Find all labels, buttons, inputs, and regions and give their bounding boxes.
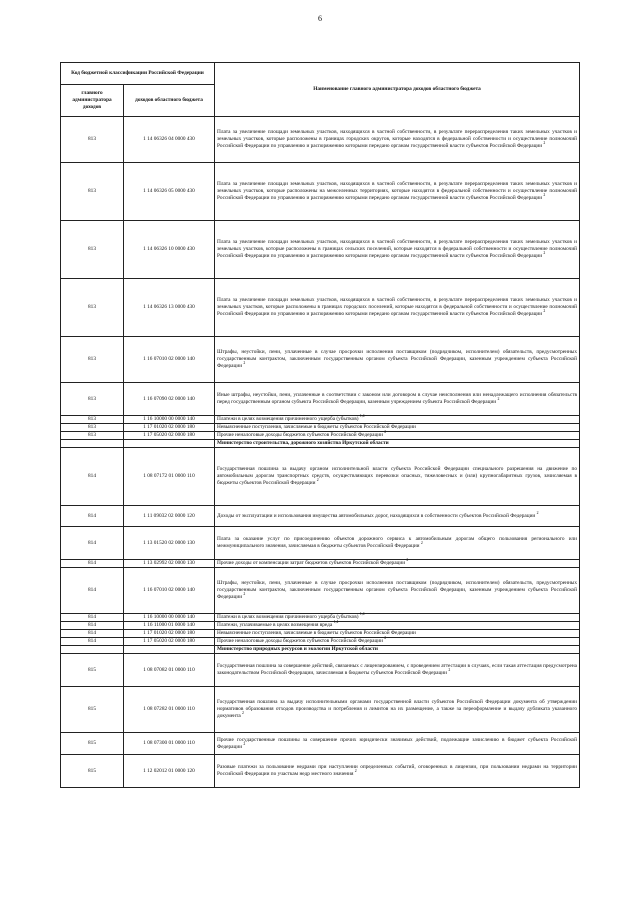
income-code-cell: 1 16 10000 00 0000 140 (124, 416, 215, 424)
admin-code-cell: 814 (61, 506, 124, 527)
admin-code-cell: 814 (61, 560, 124, 568)
income-name-text: Государственная пошлина за выдачу органом исполнительной власти субъекта Российской Федерации специального разрешения на движение по автомобильным дорогам транспортных средств, осуществляющих перевозки опасных, тяжеловесных и (или) крупногабаритных грузов, зачисляемая в бюджеты субъектов Российской Федерации (217, 466, 578, 486)
income-code-cell: 1 08 07172 01 0000 110 (124, 448, 215, 506)
income-code-cell: 1 16 07090 02 0000 140 (124, 383, 215, 416)
income-name-cell (215, 654, 580, 687)
table-row (61, 383, 580, 416)
income-name-text: Штрафы, неустойки, пени, уплаченные в случае просрочки исполнения поставщиком (подрядчиком, исполнителем) обязательств, предусмотренных государственным контрактом, заключенным государственным органом субъекта Российской Федерации, казенным учреждением субъекта Российской Федерации (217, 580, 578, 600)
income-name-cell (215, 221, 580, 279)
income-code-cell: 1 13 02992 02 0000 130 (124, 560, 215, 568)
admin-code-cell: 814 (61, 568, 124, 614)
admin-code-cell: 815 (61, 654, 124, 687)
table-row (61, 506, 580, 527)
footnote-marker: 2 (243, 741, 246, 746)
income-name-text: Прочие государственные пошлины за совершение прочих юридически значимых действий, подлежащие зачислению в бюджет субъекта Российской Федерации (217, 736, 578, 750)
footnote-marker: 2 (316, 478, 319, 483)
table-row (61, 687, 580, 733)
admin-code-cell: 813 (61, 337, 124, 383)
header-admin-code: главного администратора доходов (61, 85, 124, 117)
income-name-cell (215, 448, 580, 506)
footnote-marker: 2 (543, 141, 546, 146)
empty-cell (61, 646, 124, 654)
income-name-text: Прочие доходы от компенсации затрат бюджетов субъектов Российской Федерации (217, 560, 406, 567)
admin-code-cell: 814 (61, 448, 124, 506)
income-name-cell (215, 630, 580, 641)
footnote-marker: 2 (384, 430, 387, 435)
income-name-text: Плата за увеличение площади земельных участков, находящихся в частной собственности, в результате перераспределения таких земельных участков и земельных участков, которые расположены на межселенных территориях, которые находятся в федеральной собственности и осуществление полномочий Российской Федерации по управлению и распоряжению которыми передано органам государственной власти субъектов Российской Федерации (217, 181, 578, 201)
table-row (61, 337, 580, 383)
income-name-text: Штрафы, неустойки, пени, уплаченные в случае просрочки исполнения поставщиком (подрядчиком, исполнителем) обязательств, предусмотренных государственным контрактом, заключенным государственным органом субъекта Российской Федерации, казенным учреждением субъекта Российской Федерации (217, 349, 578, 369)
footnote-marker: 2 (406, 558, 409, 563)
income-name-cell (215, 755, 580, 788)
income-code-cell: 1 16 07010 02 0000 140 (124, 337, 215, 383)
income-name-text: Невыясненные поступления, зачисляемые в бюджеты субъектов Российской Федерации (217, 424, 416, 431)
table-body (61, 117, 580, 788)
table-row (61, 630, 580, 638)
table-row (61, 560, 580, 568)
admin-code-cell: 813 (61, 416, 124, 424)
budget-classification-table (60, 62, 580, 788)
admin-code-cell: 814 (61, 527, 124, 560)
income-name-text: Платежи в целях возмещения причиненного ущерба (убытков) (217, 614, 359, 621)
income-name-text: Разовые платежи за пользование недрами при наступлении определенных событий, оговоренных в лицензии, при пользовании недрами на территории Российской Федерации по участкам недр местного значения (217, 764, 578, 777)
income-code-cell: 1 16 11000 01 0000 140 (124, 622, 215, 630)
income-name-cell (215, 612, 580, 625)
table-row (61, 221, 580, 279)
section-title: Министерство строительства, дорожного хозяйства Иркутской области (215, 440, 580, 448)
income-name-cell (215, 416, 580, 424)
table-row (61, 279, 580, 337)
income-name-text: Государственная пошлина за совершение действий, связанных с лицензированием, с проведением аттестации в случаях, если такая аттестация предусмотрена законодательством Российской Федерации, зачисляемая в бюджеты субъектов Российской Федерации (217, 663, 578, 676)
income-name-cell (215, 733, 580, 755)
income-code-cell: 1 11 09032 02 0000 120 (124, 506, 215, 527)
income-code-cell: 1 08 07282 01 0000 110 (124, 687, 215, 733)
admin-code-cell: 814 (61, 630, 124, 638)
admin-code-cell: 813 (61, 163, 124, 221)
admin-code-cell: 813 (61, 221, 124, 279)
footnote-marker: 2 (543, 309, 546, 314)
income-code-cell: 1 14 06326 10 0000 430 (124, 221, 215, 279)
footnote-marker: 1,4 (359, 414, 365, 419)
income-code-cell: 1 17 01020 02 0000 180 (124, 424, 215, 432)
income-name-cell (215, 432, 580, 440)
empty-cell (61, 440, 124, 448)
income-name-cell (215, 279, 580, 337)
income-code-cell: 1 16 10000 00 0000 140 (124, 614, 215, 622)
admin-code-cell: 813 (61, 383, 124, 416)
section-row (61, 646, 580, 654)
admin-code-cell: 813 (61, 432, 124, 440)
income-code-cell: 1 17 05020 02 0000 180 (124, 432, 215, 440)
footnote-marker: 2 (543, 251, 546, 256)
income-name-text: Доходы от эксплуатации и использования имущества автомобильных дорог, находящихся в собственности субъектов Российской Федерации (217, 512, 536, 519)
income-name-cell (215, 117, 580, 163)
income-name-text: Иные штрафы, неустойки, пени, уплаченные в соответствии с законом или договором в случае неисполнения или ненадлежащего исполнения обязательств перед государственным органом субъекта Российской Федерации, казенным учреждением субъекта Российской Федерации (217, 392, 578, 405)
income-name-cell (215, 527, 580, 563)
income-code-cell: 1 17 01020 02 0000 180 (124, 630, 215, 638)
table-row (61, 416, 580, 424)
income-code-cell: 1 13 01520 02 0000 130 (124, 527, 215, 560)
table-row (61, 163, 580, 221)
admin-code-cell: 813 (61, 117, 124, 163)
footnote-marker: 2 (384, 636, 387, 641)
footnote-marker: 1,4 (359, 612, 365, 617)
footnote-marker: 2 (448, 668, 451, 673)
income-code-cell: 1 12 02012 01 0000 120 (124, 755, 215, 788)
income-name-text: Платежи, уплачиваемые в целях возмещения вреда (217, 622, 333, 629)
table-row (61, 622, 580, 630)
income-code-cell: 1 16 07010 02 0000 140 (124, 568, 215, 614)
admin-code-cell: 815 (61, 733, 124, 755)
footnote-marker: 2 (497, 397, 500, 402)
page-number: 6 (318, 14, 322, 23)
section-row (61, 440, 580, 448)
table-row (61, 733, 580, 755)
table-row (61, 614, 580, 622)
income-code-cell: 1 14 06326 05 0000 430 (124, 163, 215, 221)
table-row (61, 117, 580, 163)
income-name-cell (215, 337, 580, 383)
table-row (61, 638, 580, 646)
admin-code-cell: 815 (61, 687, 124, 733)
income-code-cell: 1 14 06326 04 0000 430 (124, 117, 215, 163)
income-code-cell: 1 08 07082 01 0000 110 (124, 654, 215, 687)
income-name-cell (215, 560, 580, 568)
admin-code-cell: 814 (61, 614, 124, 622)
income-name-text: Плата за оказание услуг по присоединению объектов дорожного сервиса к автомобильным дорогам общего пользования регионального или межмуниципального значения, зачисляемая в бюджеты субъектов Российской Федерации (217, 536, 578, 549)
table-row (61, 448, 580, 506)
admin-code-cell: 813 (61, 279, 124, 337)
income-name-text: Плата за увеличение площади земельных участков, находящихся в частной собственности, в результате перераспределения таких земельных участков и земельных участков, которые расположены в границах городских поселений, которые находятся в федеральной собственности и осуществление полномочий Российской Федерации по управлению и распоряжению которыми передано органам государственной власти субъектов Российской Федерации (217, 297, 578, 317)
income-code-cell: 1 17 05020 02 0000 180 (124, 638, 215, 646)
income-code-cell: 1 14 06326 13 0000 430 (124, 279, 215, 337)
footnote-marker: 2 (243, 592, 246, 597)
footnote-marker: 2 (420, 541, 423, 546)
income-name-cell (215, 424, 580, 435)
footnote-marker: 2 (543, 193, 546, 198)
income-name-text: Невыясненные поступления, зачисляемые в бюджеты субъектов Российской Федерации (217, 630, 416, 637)
income-name-text: Прочие неналоговые доходы бюджетов субъектов Российской Федерации (217, 432, 383, 439)
income-name-cell (215, 638, 580, 646)
footnote-marker: 2 (243, 361, 246, 366)
table-row (61, 527, 580, 560)
income-name-text: Прочие неналоговые доходы бюджетов субъектов Российской Федерации (217, 638, 383, 645)
table-row (61, 755, 580, 788)
footnote-marker: 2 (354, 769, 357, 774)
table-row (61, 424, 580, 432)
header-income-code: доходов областного бюджета (124, 85, 215, 117)
footnote-marker: 2 (536, 510, 539, 515)
admin-code-cell: 815 (61, 755, 124, 788)
empty-cell (124, 440, 215, 448)
income-name-cell (215, 687, 580, 733)
income-name-text: Платежи в целях возмещения причиненного ущерба (убытков) (217, 416, 359, 423)
table-row (61, 432, 580, 440)
admin-code-cell: 814 (61, 622, 124, 630)
income-name-cell (215, 163, 580, 221)
income-name-cell (215, 506, 580, 527)
income-name-cell (215, 622, 580, 630)
admin-code-cell: 814 (61, 638, 124, 646)
section-title: Министерство природных ресурсов и экологии Иркутской области (215, 646, 580, 654)
footnote-marker: 1,4 (333, 620, 339, 625)
empty-cell (124, 646, 215, 654)
table-row (61, 568, 580, 614)
income-name-text: Плата за увеличение площади земельных участков, находящихся в частной собственности, в результате перераспределения таких земельных участков и земельных участков, которые расположены в границах сельских поселений, которые находятся в федеральной собственности и осуществление полномочий Российской Федерации по управлению и распоряжению которыми передано органам государственной власти субъектов Российской Федерации (217, 239, 578, 259)
income-name-text: Государственная пошлина за выдачу исполнительными органами государственной власти субъектов Российской Федерации документа об утверждении нормативов образования отходов производства и потребления и лимитов на их размещение, а также за переоформление и выдачу дубликата указанного документа (217, 699, 578, 719)
income-name-text: Плата за увеличение площади земельных участков, находящихся в частной собственности, в результате перераспределения таких земельных участков и земельных участков, которые расположены в границах городских округов, которые находятся в федеральной собственности и осуществление полномочий Российской Федерации по управлению и распоряжению которыми передано органам государственной власти субъектов Российской Федерации (217, 129, 578, 149)
footnote-marker: 2 (242, 711, 244, 716)
table-row (61, 654, 580, 687)
header-administrator-name: Наименование главного администратора доходов областного бюджета (215, 63, 580, 117)
admin-code-cell: 813 (61, 424, 124, 432)
header-classification-code: Код бюджетной классификации Российской Федерации (61, 63, 215, 85)
income-code-cell: 1 08 07300 01 0000 110 (124, 733, 215, 755)
